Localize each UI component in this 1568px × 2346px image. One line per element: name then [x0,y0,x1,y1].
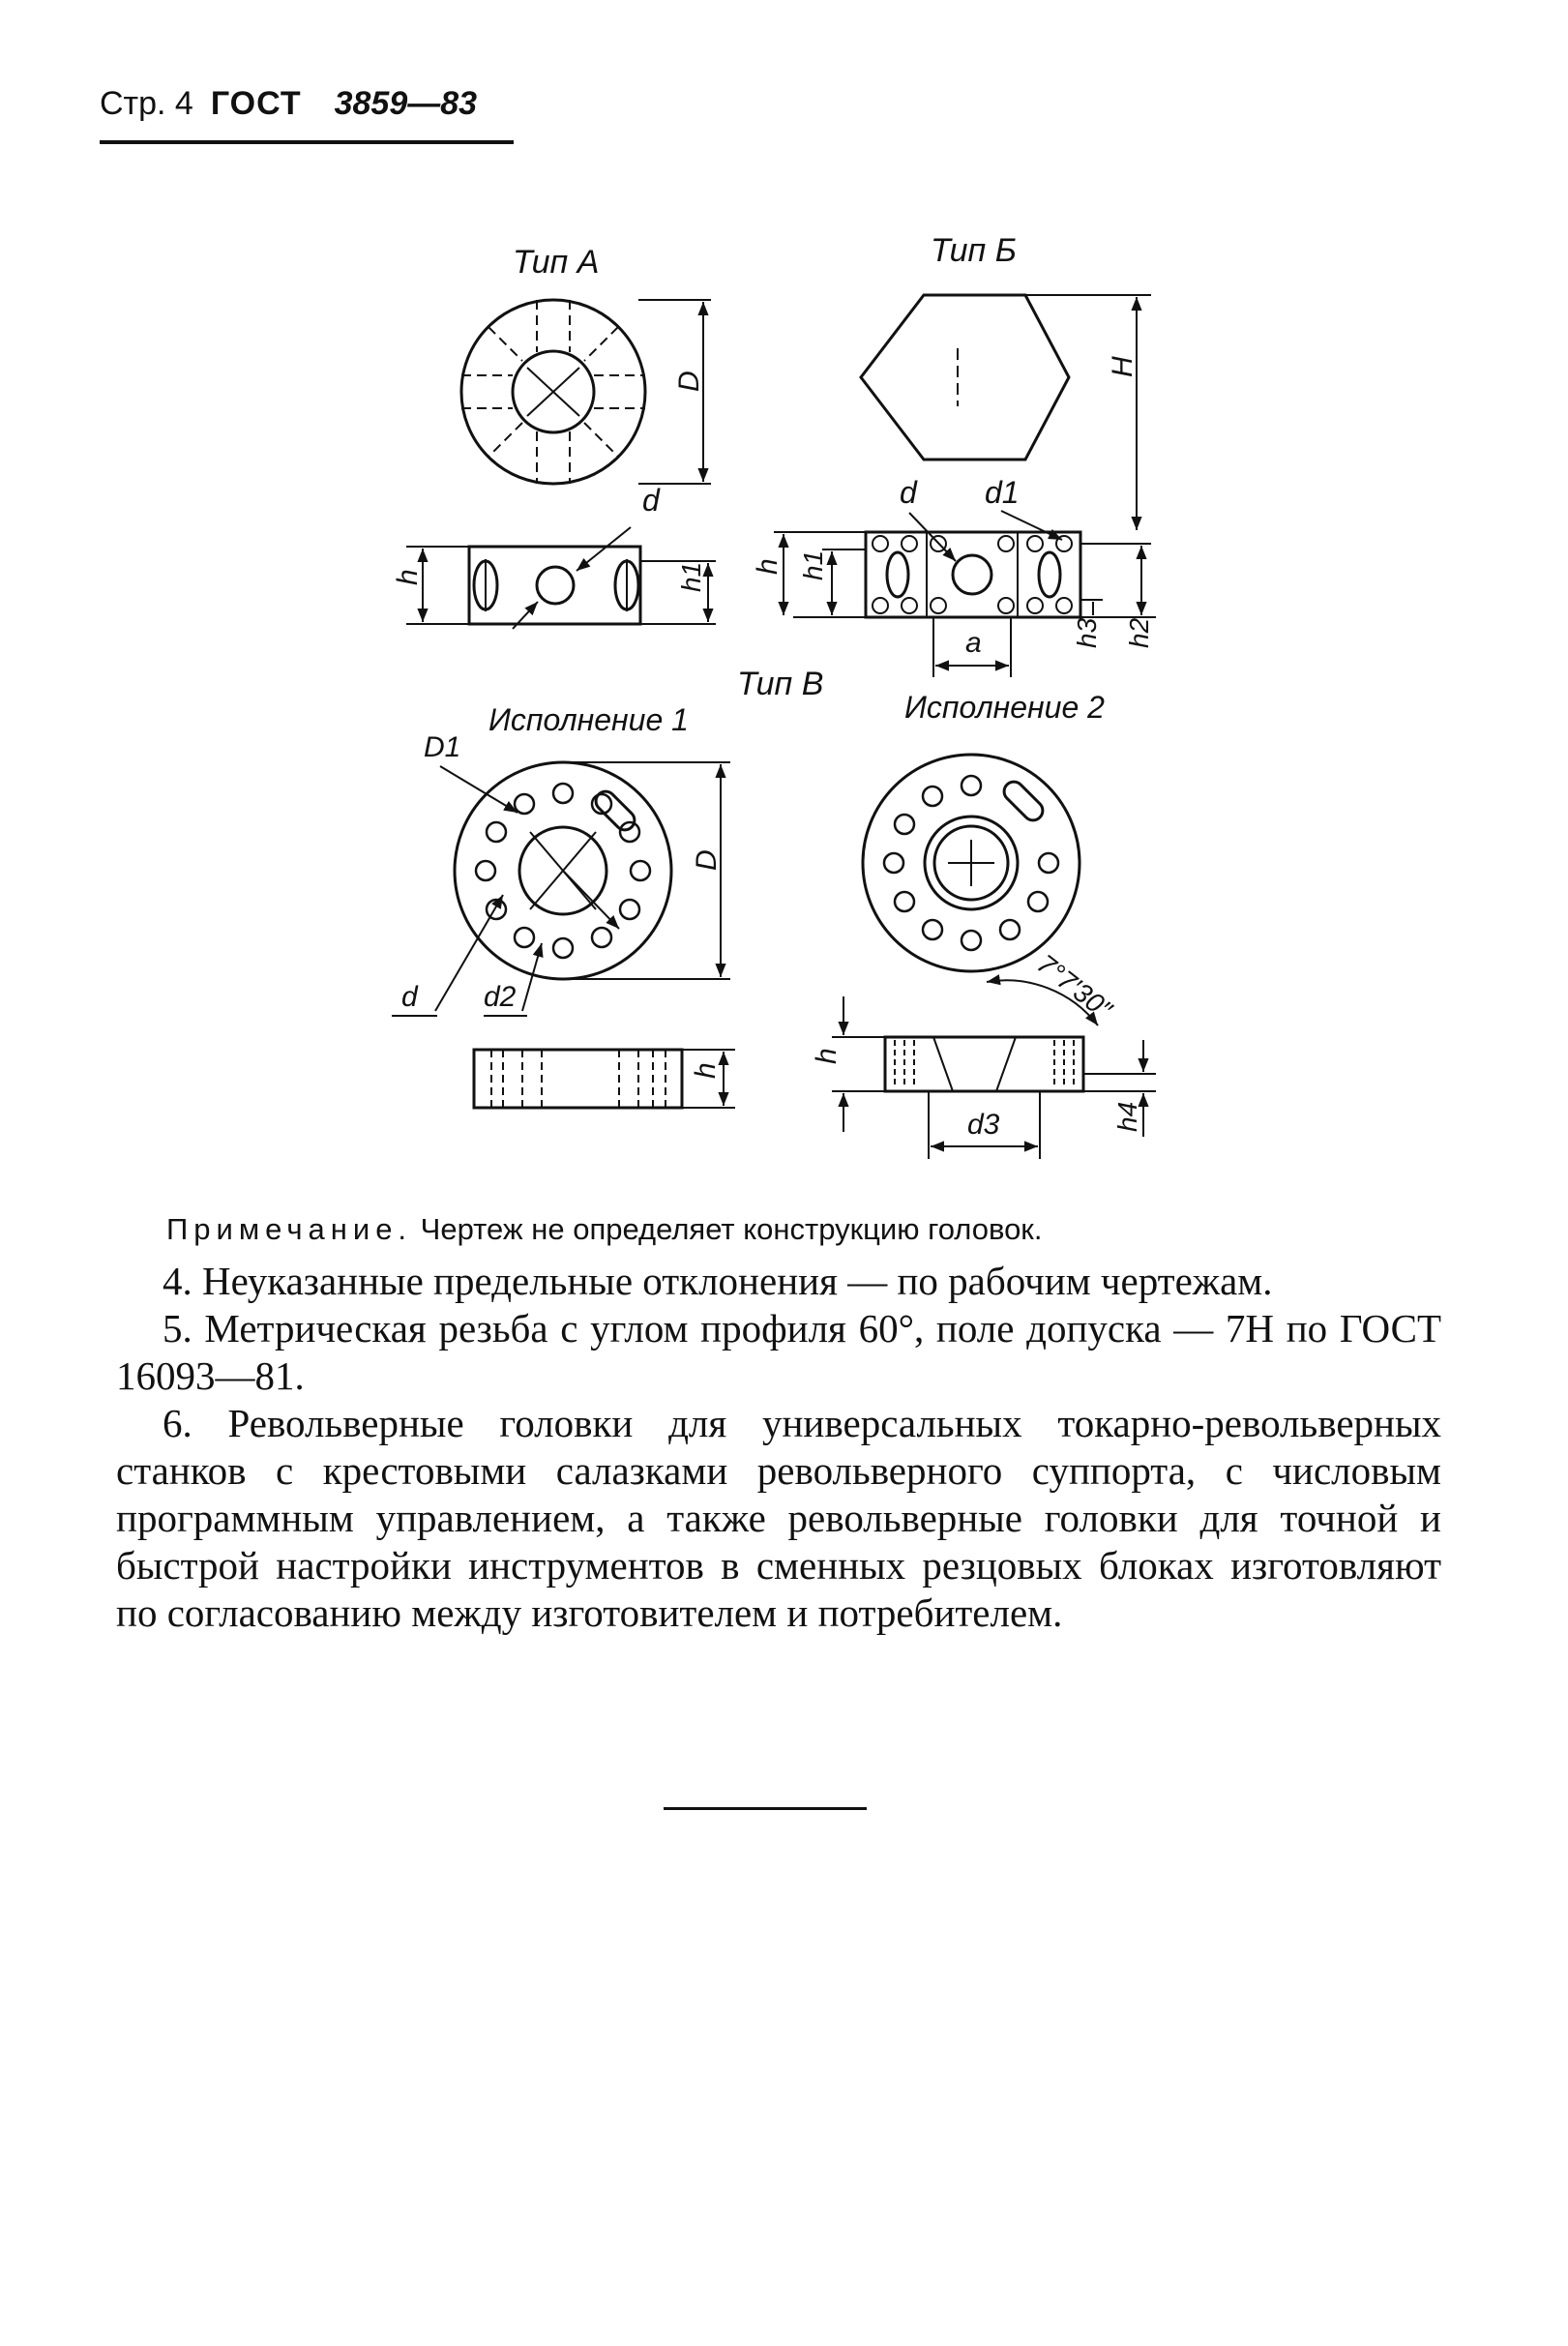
paragraph-4 [116,1258,1441,1305]
paragraph-text: Неуказанные предельные отклонения — по рабочим чертежам. [202,1259,1273,1303]
type-a-drawing [392,244,716,629]
standard-number: 3859—83 [334,85,478,122]
dim-d1-type-b: d1 [985,475,1020,510]
version-1-drawing [392,702,735,1108]
paragraph-6 [116,1400,1441,1637]
dim-h4-v2: h4 [1112,1101,1142,1132]
dim-h-v1: h [690,1062,722,1079]
dim-D-type-a: D [673,371,705,392]
type-b-drawing [752,232,1156,677]
page-number: Стр. 4 [100,85,193,122]
dim-h3-type-b: h3 [1072,617,1102,648]
note-label: Примечание. [166,1212,413,1246]
dim-d-type-b: d [900,475,917,510]
version-1-label: Исполнение 1 [488,702,689,737]
figure-note [166,1212,1042,1247]
body-text [116,1258,1441,1637]
paragraph-number: 6. [163,1401,192,1445]
dim-a-type-b: a [965,627,982,659]
dim-h1-type-a: h1 [676,561,706,592]
dim-D-v1: D [691,849,723,871]
standard-name: ГОСТ [210,85,302,122]
type-b-label: Тип Б [931,232,1017,269]
paragraph-number: 4. [163,1259,192,1303]
dim-d3-v2: d3 [967,1109,1000,1141]
dim-d-v1: d [401,981,418,1013]
end-rule [664,1807,867,1810]
dim-d2-v1: d2 [484,981,517,1013]
note-text: Чертеж не определяет конструкцию головок. [420,1212,1043,1246]
type-v-label: Тип В [737,666,824,702]
version-2-label: Исполнение 2 [904,690,1105,725]
type-a-label: Тип А [513,244,600,281]
version-2-drawing [811,690,1156,1159]
paragraph-text: Револьверные головки для универсальных токарно-револьверных станков с крестовыми салазками револьверного суппорта, с числовым программным управлением, а также револьверные головки для точной и быстрой настройки инструментов в сменных резцовых блоках изготовляют по согласованию между изготовителем и потребителем. [116,1401,1442,1635]
dim-h2-type-b: h2 [1124,617,1154,648]
paragraph-5 [116,1305,1441,1400]
paragraph-text: Метрическая резьба с углом профиля 60°, поле допуска — 7Н по ГОСТ 16093—81. [116,1306,1441,1398]
paragraph-number: 5. [163,1306,192,1351]
dim-h-type-b: h [752,558,784,575]
dim-h-type-a: h [392,569,424,585]
dim-angle-v2: 7°7′30″ [1031,948,1118,1025]
dim-h-v2: h [811,1048,843,1064]
dim-D1-v1: D1 [424,731,461,763]
dim-d-type-a: d [642,483,660,518]
dim-h1-type-b: h1 [798,549,828,580]
dim-H-type-b: H [1107,356,1139,377]
